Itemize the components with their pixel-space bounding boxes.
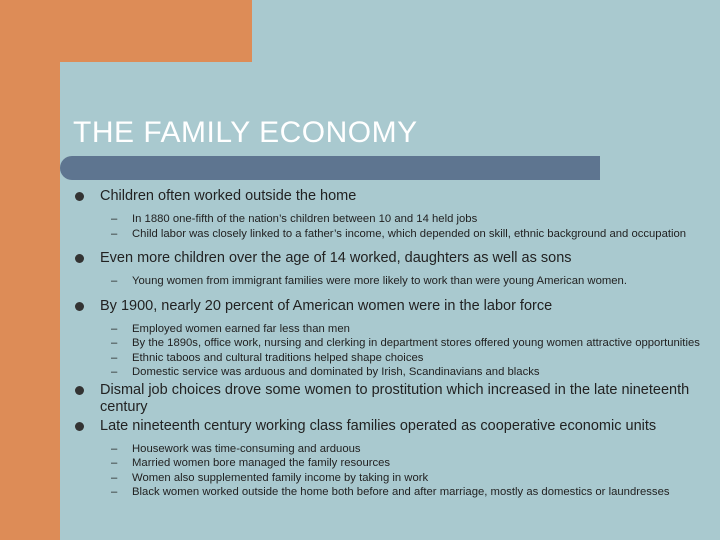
- dash-icon: –: [111, 442, 118, 455]
- bullet-text: Even more children over the age of 14 worked, daughters as well as sons: [100, 250, 572, 266]
- sub-bullet-text: Young women from immigrant families were more likely to work than were young American women.: [132, 275, 627, 287]
- bullet-dot-icon: [75, 192, 84, 201]
- sub-bullet-item: [75, 213, 717, 227]
- dash-icon: –: [111, 337, 118, 349]
- bullet-item: [75, 250, 717, 267]
- dash-icon: –: [111, 471, 118, 484]
- bullet-item: [75, 188, 717, 205]
- sub-bullet-item: [75, 352, 717, 366]
- bullet-text: By 1900, nearly 20 percent of American women were in the labor force: [100, 297, 553, 314]
- bullet-item: [75, 298, 717, 315]
- dash-icon: –: [111, 213, 118, 225]
- bullet-item: [75, 382, 717, 416]
- dash-icon: –: [111, 457, 118, 469]
- sub-bullet-item: [75, 472, 717, 486]
- sub-bullet-item: [75, 323, 717, 337]
- sub-bullet-item: [75, 486, 717, 500]
- decorative-orange-strip: [0, 0, 60, 540]
- bullet-text: Children often worked outside the home: [100, 188, 357, 204]
- sub-bullet-text: By the 1890s, office work, nursing and clerking in department stores offered young women attractive opportunities: [132, 337, 700, 349]
- sub-bullet-text: Housework was time-consuming and arduous: [132, 442, 361, 455]
- dash-icon: –: [111, 486, 118, 498]
- bullet-dot-icon: [75, 302, 84, 311]
- sub-bullet-item: [75, 228, 717, 242]
- bullet-text: Late nineteenth century working class families operated as cooperative economic units: [100, 417, 657, 434]
- bullet-dot-icon: [75, 422, 84, 431]
- sub-bullet-text: In 1880 one-fifth of the nation’s children between 10 and 14 held jobs: [132, 213, 478, 225]
- sub-bullet-item: [75, 337, 717, 351]
- slide-title: THE FAMILY ECONOMY: [73, 116, 418, 149]
- sub-bullet-item: [75, 457, 717, 471]
- sub-bullet-text: Employed women earned far less than men: [132, 322, 350, 335]
- dash-icon: –: [111, 322, 118, 335]
- dash-icon: –: [111, 366, 118, 378]
- dash-icon: –: [111, 227, 118, 240]
- sub-bullet-text: Child labor was closely linked to a father’s income, which depended on skill, ethnic background and occupation: [132, 227, 687, 240]
- sub-bullet-item: [75, 275, 717, 289]
- sub-bullet-item: [75, 443, 717, 457]
- sub-bullet-text: Black women worked outside the home both before and after marriage, mostly as domestics or laundresses: [132, 486, 670, 498]
- bullet-dot-icon: [75, 254, 84, 263]
- bullet-dot-icon: [75, 386, 84, 395]
- dash-icon: –: [111, 351, 118, 364]
- bullet-item: [75, 418, 717, 435]
- dash-icon: –: [111, 275, 118, 287]
- sub-bullet-text: Ethnic taboos and cultural traditions helped shape choices: [132, 351, 424, 364]
- sub-bullet-text: Women also supplemented family income by taking in work: [132, 471, 429, 484]
- sub-bullet-text: Married women bore managed the family resources: [132, 457, 391, 469]
- bullet-list: [75, 186, 717, 500]
- sub-bullet-item: [75, 366, 717, 380]
- sub-bullet-text: Domestic service was arduous and dominated by Irish, Scandinavians and blacks: [132, 366, 540, 378]
- bullet-text: Dismal job choices drove some women to prostitution which increased in the late nineteenth century: [100, 381, 690, 415]
- title-underline-bar: [60, 156, 600, 180]
